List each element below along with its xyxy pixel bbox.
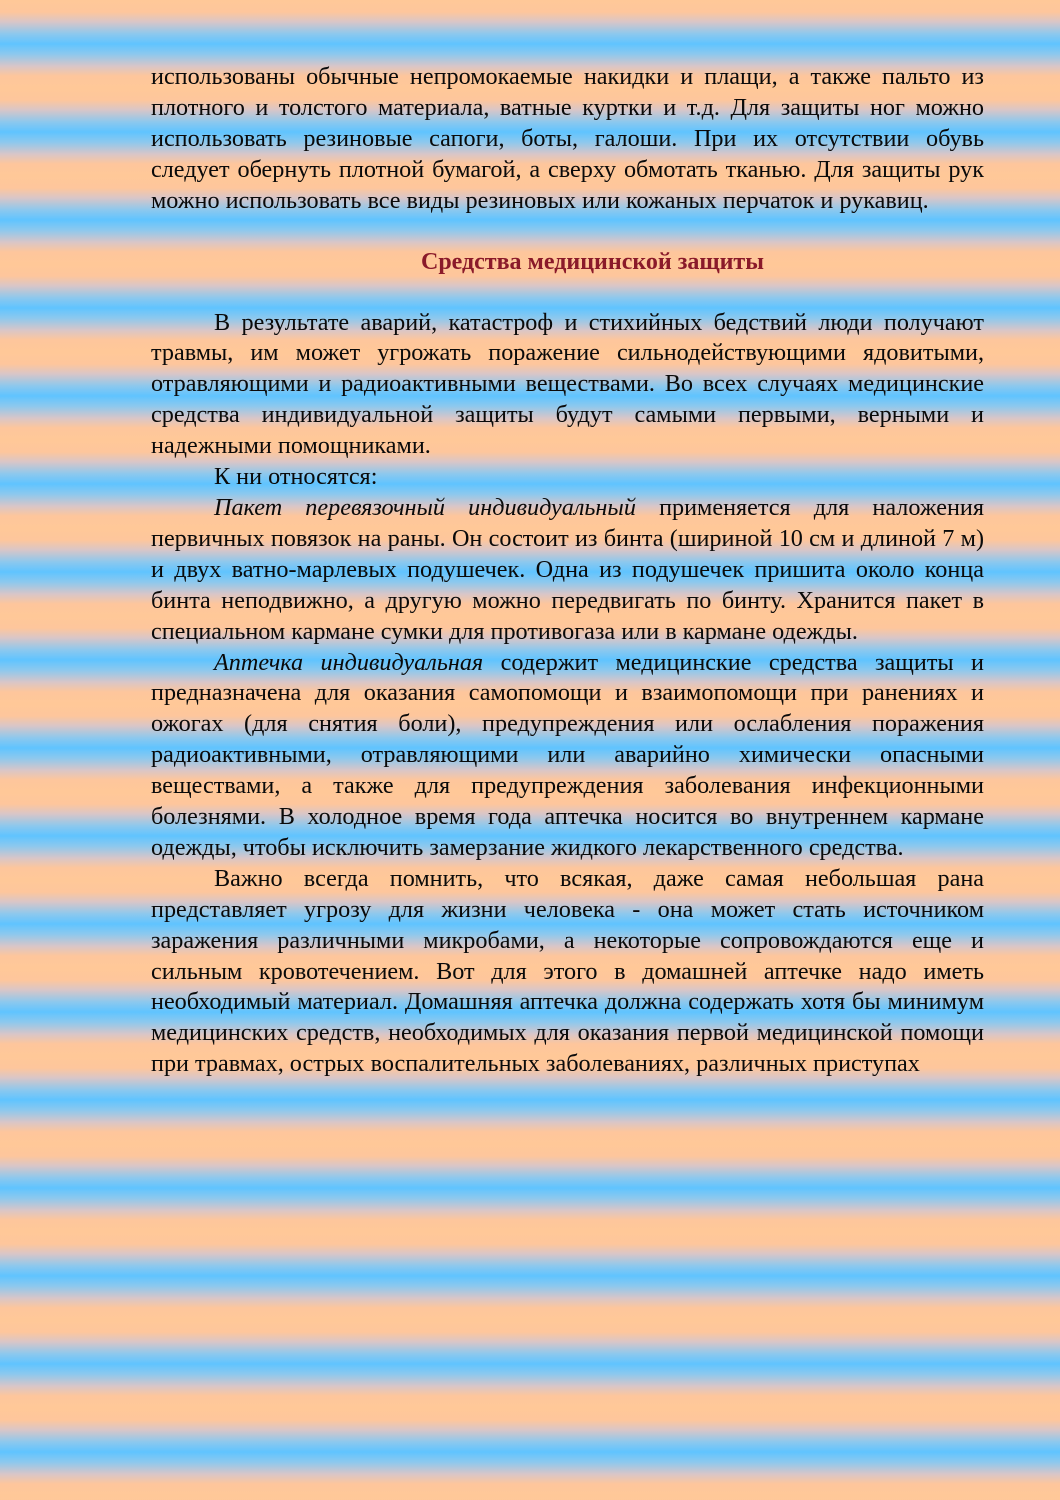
dressing-package-text: применяется для наложения первичных повязок на раны. Он состоит из бинта (шириной 10 см и длиной 7 м) и двух ватно-марлевых подушечек. Одна из подушечек пришита около конца бинта неподвижно, а другую можно передвигать по бинту. Хранится пакет в специальном кармане сумки для противогаза или в кармане одежды. bbox=[151, 493, 984, 645]
document-page bbox=[151, 62, 984, 1080]
paragraph-home-kit: Важно всегда помнить, что всякая, даже самая небольшая рана представляет угрозу для жизни человека - она может стать источником заражения различными микробами, а некоторые сопровождаются еще и сильным кровотечением. Вот для этого в домашней аптечке надо иметь необходимый материал. Домашняя аптечка должна содержать хотя бы минимум медицинских средств, необходимых для оказания первой медицинской помощи при травмах, острых воспалительных заболеваниях, различных приступах bbox=[151, 864, 984, 1078]
term-first-aid-kit: Аптечка индивидуальная bbox=[214, 648, 484, 676]
term-dressing-package: Пакет перевязочный индивидуальный bbox=[214, 493, 636, 521]
paragraph-list-intro: К ни относятся: bbox=[214, 463, 378, 491]
section-heading: Средства медицинской защиты bbox=[421, 248, 764, 275]
first-aid-kit-text: содержит медицинские средства защиты и предназначена для оказания самопомощи и взаимопомощи при ранениях и ожогах (для снятия боли), предупреждения или ослабления поражения радиоактивными, отравляющими или аварийно химически опасными веществами, а также для предупреждения заболевания инфекционными болезнями. В холодное время года аптечка носится во внутреннем кармане одежды, чтобы исключить замерзание жидкого лекарственного средства. bbox=[151, 648, 985, 861]
paragraph-first-aid-kit bbox=[151, 648, 984, 864]
paragraph-dressing-package bbox=[151, 493, 984, 648]
intro-paragraph: использованы обычные непромокаемые накидки и плащи, а также пальто из плотного и толстого материала, ватные куртки и т.д. Для защиты ног можно использовать резиновые сапоги, боты, галоши. При их отсутствии обувь следует обернуть плотной бумагой, а сверху обмотать тканью. Для защиты рук можно использовать все виды резиновых или кожаных перчаток и рукавиц. bbox=[151, 63, 984, 214]
paragraph-consequences: В результате аварий, катастроф и стихийных бедствий люди получают травмы, им может угрожать поражение сильнодействующими ядовитыми, отравляющими и радиоактивными веществами. Во всех случаях медицинские средства индивидуальной защиты будут самыми первыми, верными и надежными помощниками. bbox=[151, 308, 984, 460]
